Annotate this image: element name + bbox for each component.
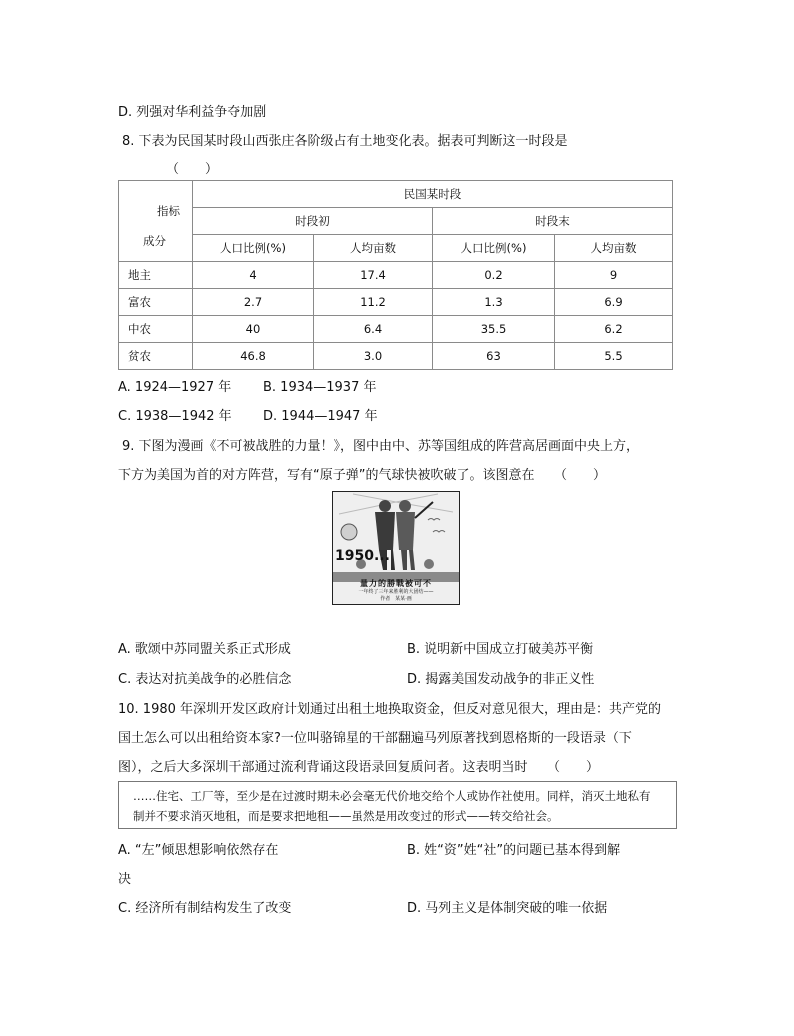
q10-stem-line3: 图），之后大多深圳干部通过流利背诵这段语录回复质问者。这表明当时 （ ） (118, 760, 600, 775)
table-cell: 40 (193, 316, 314, 343)
cartoon-author: 作者 某某·画 (380, 596, 412, 602)
table-cell: 35.5 (433, 316, 555, 343)
table-row (119, 316, 673, 343)
table-cell: 5.5 (555, 343, 673, 370)
table-cell: 6.2 (555, 316, 673, 343)
q10-option-d: D. 马列主义是体制突破的唯一依据 (407, 901, 608, 916)
engels-quote-box (118, 781, 677, 829)
row-label: 中农 (119, 316, 193, 343)
quote-line: ……住宅、工厂等，至少是在过渡时期未必会毫无代价地交给个人或协作社使用。同样，消灭土地私有 (133, 789, 651, 803)
table-cell: 6.9 (555, 289, 673, 316)
q10-option-b-continued: 决 (118, 872, 132, 887)
period-start-header: 时段初 (193, 208, 433, 235)
table-corner-cell (119, 181, 193, 262)
col-header: 人口比例(%) (433, 235, 555, 262)
table-cell: 2.7 (193, 289, 314, 316)
table-cell: 9 (555, 262, 673, 289)
table-cell: 6.4 (314, 316, 433, 343)
table-row (119, 262, 673, 289)
q8-stem: 8. 下表为民国某时段山西张庄各阶级占有土地变化表。据表可判断这一时段是 (122, 134, 568, 149)
row-label: 贫农 (119, 343, 193, 370)
q10-option-b: B. 姓“资”姓“社”的问题已基本得到解 (407, 843, 621, 858)
q9-stem-line2: 下方为美国为首的对方阵营，写有“原子弹”的气球快被吹破了。该图意在 （ ） (118, 468, 606, 483)
table-row (119, 289, 673, 316)
row-label: 富农 (119, 289, 193, 316)
table-cell: 4 (193, 262, 314, 289)
col-header: 人口比例(%) (193, 235, 314, 262)
q8-option-d: D. 1944—1947 年 (263, 409, 378, 424)
table-cell: 46.8 (193, 343, 314, 370)
cartoon-caption: 量力的勝戰被可不 (360, 579, 432, 588)
quote-line: 制并不要求消灭地租，而是要求把地租——虽然是用改变过的形式——转交给社会。 (133, 809, 559, 823)
q9-option-a: A. 歌颂中苏同盟关系正式形成 (118, 642, 291, 657)
q9-option-d: D. 揭露美国发动战争的非正义性 (407, 672, 595, 687)
table-row (119, 343, 673, 370)
col-header: 人均亩数 (314, 235, 433, 262)
q8-option-a: A. 1924—1927 年 (118, 380, 232, 395)
corner-label-indicator: 指标 (157, 204, 180, 218)
table-cell: 1.3 (433, 289, 555, 316)
q10-stem-line1: 10. 1980 年深圳开发区政府计划通过出租土地换取资金，但反对意见很大，理由是：共产党的 (118, 702, 662, 717)
table-cell: 3.0 (314, 343, 433, 370)
q7-option-d: D. 列强对华利益争夺加剧 (118, 105, 267, 120)
q8-land-table (118, 180, 673, 370)
group-header: 民国某时段 (193, 181, 673, 208)
q8-option-c: C. 1938—1942 年 (118, 409, 232, 424)
cartoon-subcaption: 一年终了三年来胜利的大团结—— (358, 589, 434, 595)
q10-stem-line2: 国土怎么可以出租给资本家?一位叫骆锦星的干部翻遍马列原著找到恩格斯的一段语录（下 (118, 731, 632, 746)
period-end-header: 时段末 (433, 208, 673, 235)
q8-answer-paren: （ ） (166, 162, 219, 177)
q9-cartoon-image (332, 491, 460, 605)
q10-option-a: A. “左”倾思想影响依然存在 (118, 843, 279, 858)
col-header: 人均亩数 (555, 235, 673, 262)
table-cell: 0.2 (433, 262, 555, 289)
table-cell: 11.2 (314, 289, 433, 316)
q9-option-b: B. 说明新中国成立打破美苏平衡 (407, 642, 594, 657)
q9-option-c: C. 表达对抗美战争的必胜信念 (118, 672, 292, 687)
table-cell: 63 (433, 343, 555, 370)
q9-stem-line1: 9. 下图为漫画《不可被战胜的力量！》，图中由中、苏等国组成的阵营高居画面中央上方， (122, 439, 640, 454)
q8-option-b: B. 1934—1937 年 (263, 380, 377, 395)
q10-option-c: C. 经济所有制结构发生了改变 (118, 901, 292, 916)
corner-label-class: 成分 (143, 234, 166, 248)
row-label: 地主 (119, 262, 193, 289)
table-cell: 17.4 (314, 262, 433, 289)
cartoon-year-text: 1950... (335, 548, 390, 564)
